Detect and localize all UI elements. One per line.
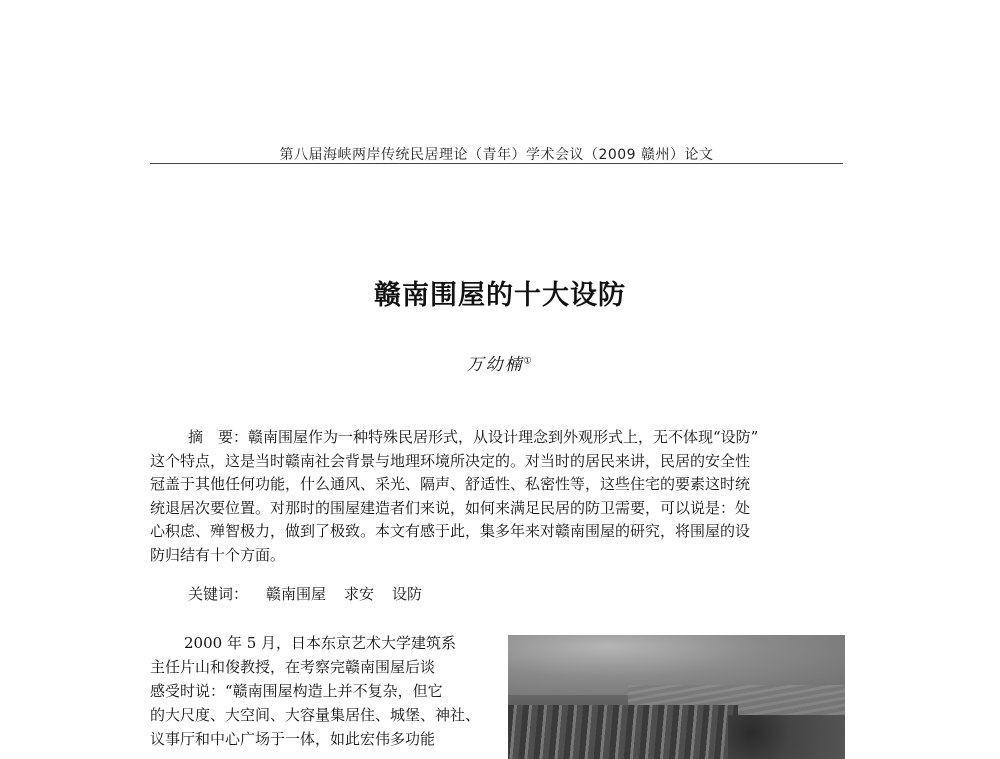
body-line: 的大尺度、大空间、大容量集居住、城堡、神社、: [150, 706, 481, 724]
body-paragraph: [150, 631, 495, 751]
author-name: 万幼楠: [466, 355, 524, 375]
photo-trees: [728, 715, 845, 759]
abstract-line: 心积虑、殚智极力，做到了极致。本文有感于此，集多年来对赣南围屋的研究，将围屋的设: [150, 522, 751, 541]
body-line: 感受时说：“赣南围屋构造上并不复杂，但它: [150, 682, 443, 700]
author-footnote-mark: ①: [523, 356, 534, 367]
village-photo: [508, 635, 845, 759]
abstract-line: 摘 要：赣南围屋作为一种特殊民居形式，从设计理念到外观形式上，无不体现“设防”: [188, 428, 759, 446]
body-line: 议事厅和中心广场于一体，如此宏伟多功能: [150, 730, 436, 748]
keywords-label: 关键词：: [188, 585, 249, 603]
author-line: [0, 350, 1000, 375]
header-rule: [150, 163, 843, 164]
body-line: 2000 年 5 月，日本东京艺术大学建筑系: [184, 634, 457, 652]
running-header: 第八届海峡两岸传统民居理论（青年）学术会议（2009 赣州）论文: [279, 147, 714, 163]
abstract-line: 这个特点，这是当时赣南社会背景与地理环境所决定的。对当时的居民来讲，民居的安全性: [150, 451, 751, 470]
paper-title: 赣南围屋的十大设防: [374, 280, 626, 311]
keyword-item: 设防: [392, 585, 423, 603]
keywords: [188, 583, 422, 604]
keyword-item: 求安: [344, 585, 375, 603]
abstract-line: 冠盖于其他任何功能，什么通风、采光、隔声、舒适性、私密性等，这些住宅的要素这时统: [150, 475, 751, 494]
photo-rooftops: [508, 705, 738, 759]
abstract-line: 防归结有十个方面。: [150, 545, 286, 564]
keyword-item: 赣南围屋: [266, 585, 327, 603]
abstract: [150, 426, 845, 568]
body-line: 主任片山和俊教授，在考察完赣南围屋后谈: [150, 658, 436, 676]
abstract-line: 统退居次要位置。对那时的围屋建造者们来说，如何来满足民居的防卫需要，可以说是：处: [150, 498, 751, 517]
